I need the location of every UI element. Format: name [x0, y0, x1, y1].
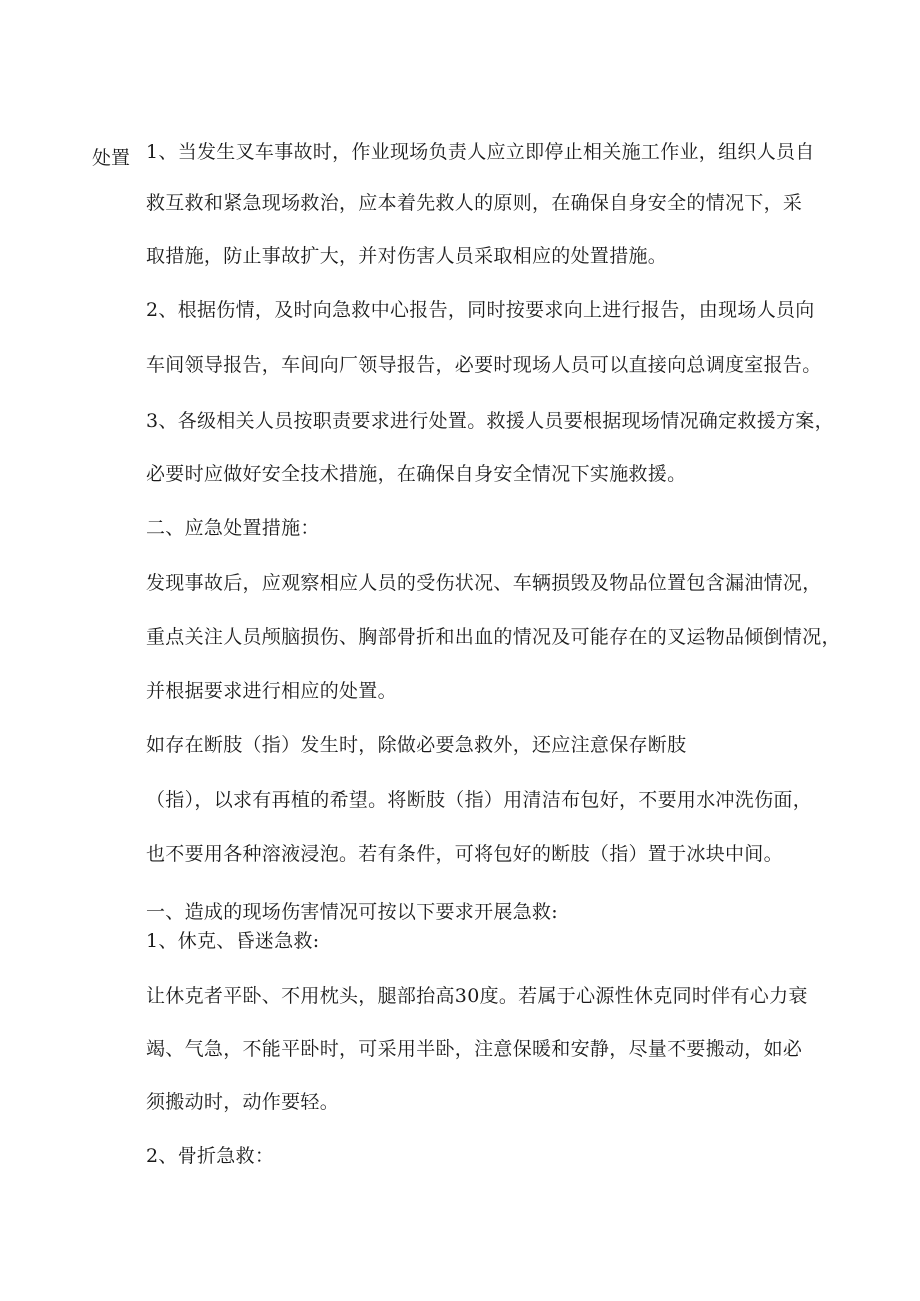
text-line: 如存在断肢（指）发生时，除做必要急救外，还应注意保存断肢 [146, 734, 687, 756]
text-line: 重点关注人员颅脑损伤、胸部骨折和出血的情况及可能存在的叉运物品倾倒情况， [146, 626, 841, 648]
section-heading: 一、造成的现场伤害情况可按以下要求开展急救: [146, 901, 559, 923]
text-line: 并根据要求进行相应的处置。 [146, 680, 397, 702]
text-line: 竭、气急，不能平卧时，可采用半卧，注意保暖和安静，尽量不要搬动，如必 [146, 1038, 803, 1060]
subsection-heading: 1、休克、昏迷急救: [146, 930, 320, 952]
text-line: 让休克者平卧、不用枕头，腿部抬高30度。若属于心源性休克同时伴有心力衰 [146, 985, 808, 1007]
text-line: 3、各级相关人员按职责要求进行处置。救援人员要根据现场情况确定救援方案， [146, 410, 834, 432]
text-line: 也不要用各种溶液浸泡。若有条件，可将包好的断肢（指）置于冰块中间。 [146, 843, 783, 865]
subsection-heading: 2、骨折急救： [146, 1145, 275, 1167]
text-line: 取措施，防止事故扩大，并对伤害人员采取相应的处置措施。 [146, 245, 668, 267]
section-heading: 二、应急处置措施： [146, 517, 320, 539]
text-line: 须搬动时，动作要轻。 [146, 1091, 340, 1113]
side-label: 处置 [92, 147, 131, 169]
text-line: 2、根据伤情，及时向急救中心报告，同时按要求向上进行报告，由现场人员向 [146, 299, 815, 321]
text-line: （指），以求有再植的希望。将断肢（指）用清洁布包好，不要用水冲洗伤面， [146, 789, 813, 811]
text-line: 发现事故后，应观察相应人员的受伤状况、车辆损毁及物品位置包含漏油情况， [146, 572, 822, 594]
text-line: 车间领导报告，车间向厂领导报告，必要时现场人员可以直接向总调度室报告。 [146, 354, 822, 376]
text-line: 必要时应做好安全技术措施，在确保自身安全情况下实施救援。 [146, 463, 687, 485]
text-line: 救互救和紧急现场救治，应本着先救人的原则，在确保自身安全的情况下，采 [146, 192, 803, 214]
text-line: 1、当发生叉车事故时，作业现场负责人应立即停止相关施工作业，组织人员自 [146, 141, 815, 163]
